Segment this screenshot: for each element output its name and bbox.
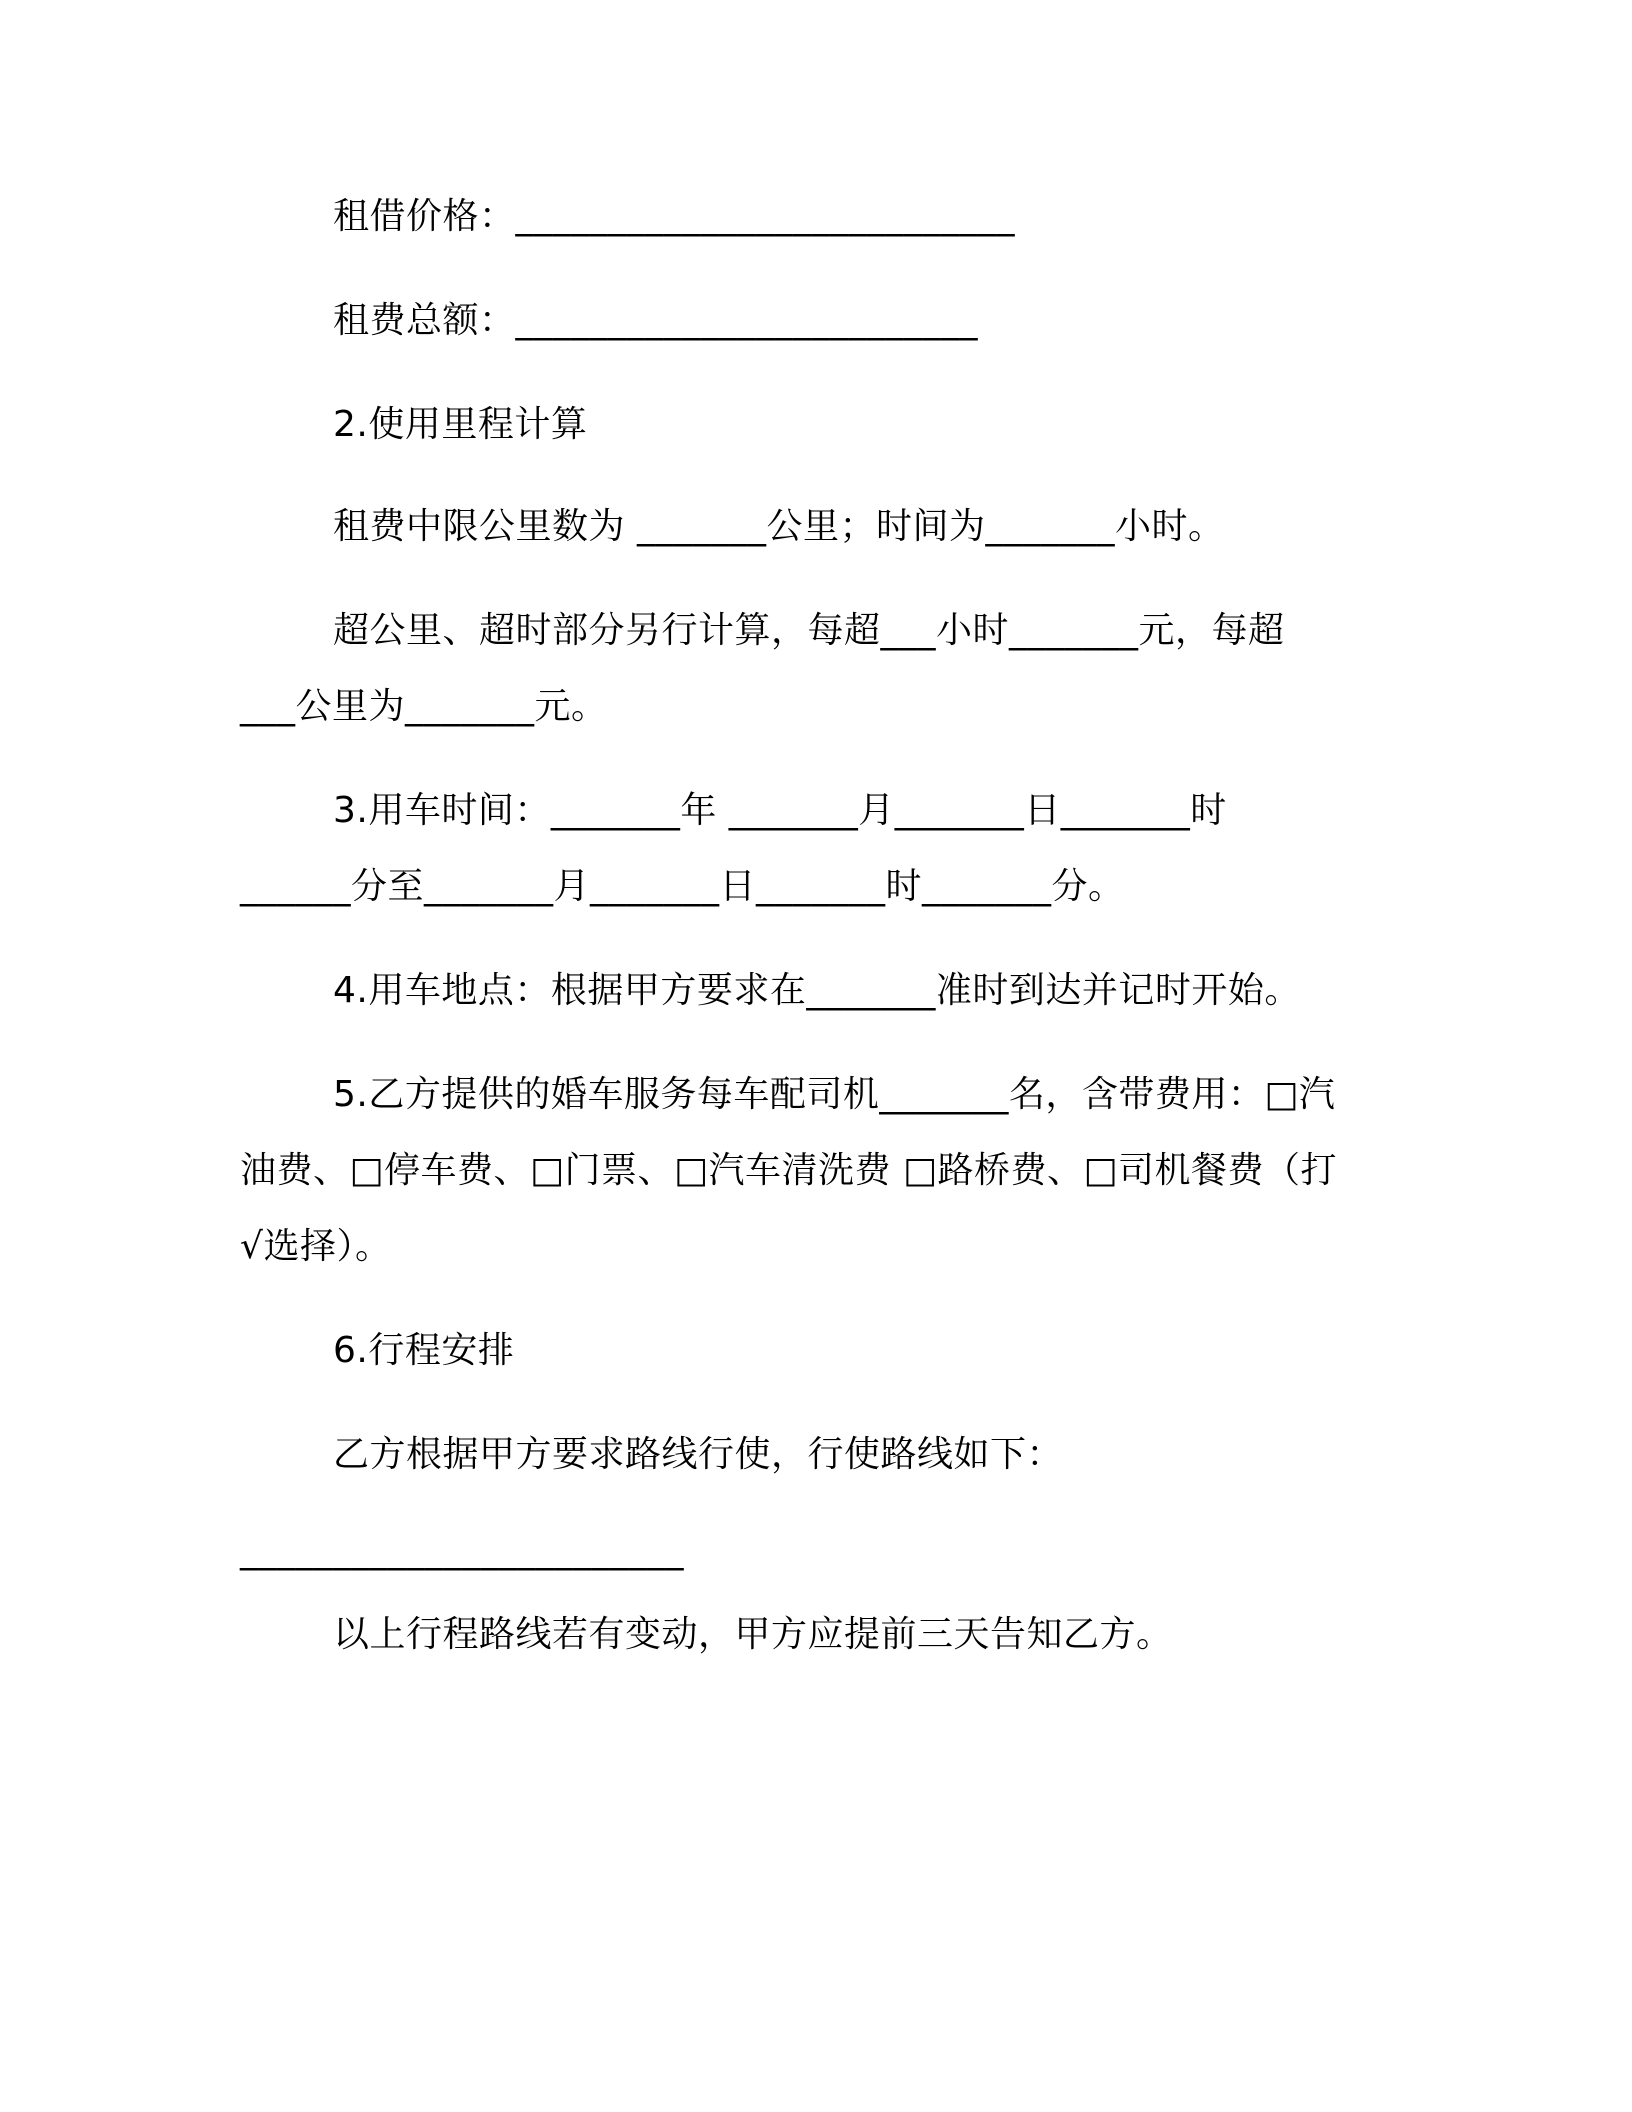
- services-line-3: √选择）。: [240, 1226, 392, 1267]
- route-change-notice: 以上行程路线若有变动，甲方应提前三天告知乙方。: [333, 1614, 1173, 1655]
- route-blank-line: ________________________: [240, 1530, 684, 1571]
- usage-location-line: 4.用车地点：根据甲方要求在_______准时到达并记时开始。: [333, 970, 1301, 1011]
- route-intro-line: 乙方根据甲方要求路线行使，行使路线如下：: [333, 1434, 1064, 1475]
- usage-time-line-2: ______分至_______月_______日_______时_______分。: [240, 866, 1125, 907]
- overage-line-1: 超公里、超时部分另行计算，每超___小时_______元，每超: [333, 610, 1285, 651]
- rental-price-line: 租借价格：___________________________: [333, 196, 1016, 237]
- services-line-1: 5.乙方提供的婚车服务每车配司机_______名，含带费用：□汽: [333, 1074, 1336, 1115]
- services-line-2: 油费、□停车费、□门票、□汽车清洗费 □路桥费、□司机餐费（打: [240, 1150, 1338, 1191]
- usage-time-line-1: 3.用车时间：_______年 _______月_______日_______时: [333, 790, 1227, 831]
- mileage-limit-line: 租费中限公里数为 _______公里；时间为_______小时。: [333, 506, 1225, 547]
- section-2-heading: 2.使用里程计算: [333, 404, 588, 445]
- rental-total-line: 租费总额：_________________________: [333, 300, 979, 341]
- section-6-heading: 6.行程安排: [333, 1330, 515, 1371]
- overage-line-2: ___公里为_______元。: [240, 686, 608, 727]
